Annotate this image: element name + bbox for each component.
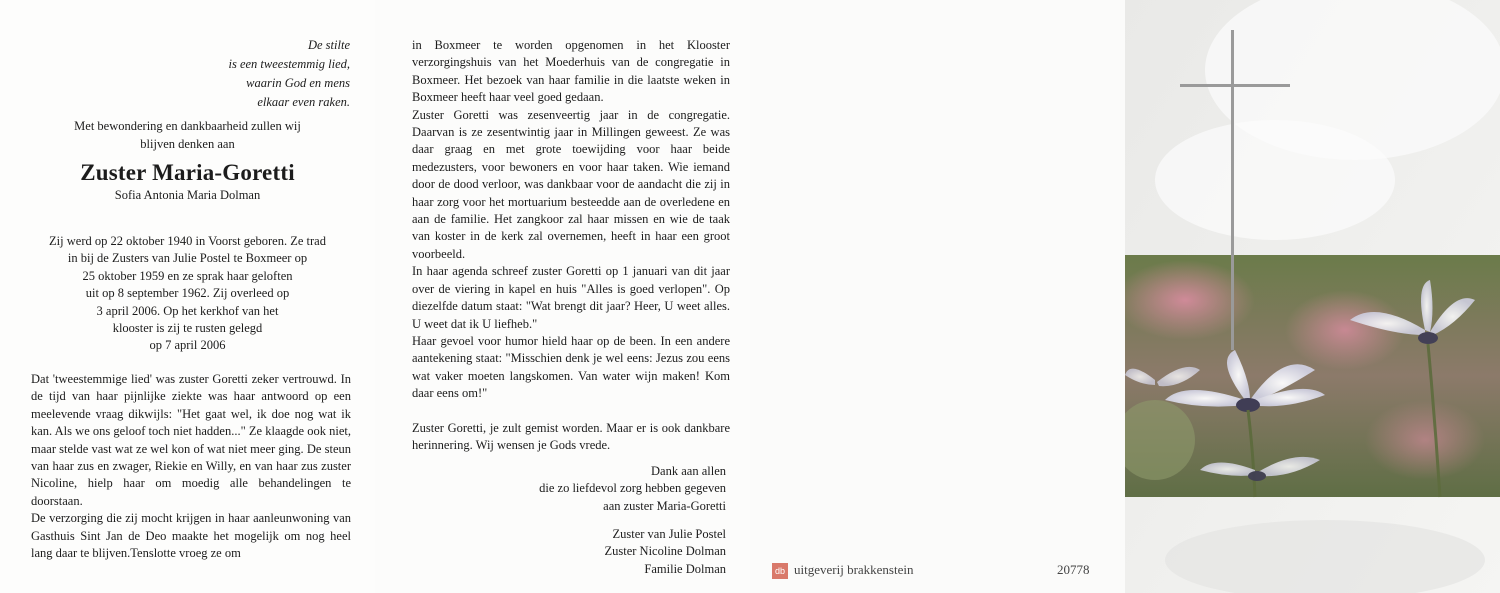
paragraph: In haar agenda schreef zuster Goretti op 1 januari van dit jaar over de viering in kapel en huis "Alles is goed verlopen". Op diezelfde datum staat: "Wat brengt dit jaar? Heer, U weet alles. U weet dat ik U liefheb." bbox=[412, 264, 730, 331]
flower-cross-image bbox=[1125, 0, 1500, 593]
poem bbox=[229, 36, 351, 112]
thanks bbox=[539, 463, 726, 515]
poem-line: is een tweestemmig lied, bbox=[228, 57, 350, 71]
intro bbox=[0, 117, 375, 153]
bio-line: 3 april 2006. Op het kerkhof van het bbox=[96, 303, 279, 318]
signer-line: Zuster Nicoline Dolman bbox=[604, 544, 726, 559]
cross-bar bbox=[1180, 84, 1290, 87]
card-number: 20778 bbox=[1057, 562, 1090, 577]
signer-line: Zuster van Julie Postel bbox=[612, 527, 726, 541]
paragraph: Dat 'tweestemmige lied' was zuster Goretti zeker vertrouwd. In de tijd van haar pijnlijke ziekte was haar antwoord op een meelevende vraag dikwijls: "Het gaat wel, ik doe nog wat ik kan. Als we ons geloof toch niet hadden..." Ze klaagde ook niet, maar stelde vast wat ze wel kon of wat niet meer ging. De steun van haar zus en zwager, Riekie en Willy, en van haar zus zuster Nicoline, hielp haar om moedig alle behandelingen te doorstaan. bbox=[31, 372, 351, 508]
intro-line: blijven denken aan bbox=[140, 137, 235, 151]
poem-line: De stilte bbox=[307, 38, 350, 52]
publisher-name: uitgeverij brakkenstein bbox=[794, 562, 914, 577]
signer-line: Familie Dolman bbox=[644, 561, 726, 576]
left-panel bbox=[0, 0, 375, 593]
bio-line: klooster is zij te rusten gelegd bbox=[112, 321, 263, 336]
paragraph: Zuster Goretti, je zult gemist worden. Maar er is ook dankbare herinnering. Wij wensen je Gods vrede. bbox=[412, 420, 730, 452]
thanks-line: Dank aan allen bbox=[651, 464, 726, 478]
bio-line: in bij de Zusters van Julie Postel te Boxmeer op bbox=[67, 251, 308, 266]
memorial-text bbox=[31, 371, 351, 562]
deceased-name: Zuster Maria-Goretti bbox=[80, 160, 295, 185]
blank-panel bbox=[750, 0, 1125, 593]
paragraph: Haar gevoel voor humor hield haar op de been. In een andere aantekening staat: "Misschien denk je wel eens: Jezus zou eens wat vaker moeten langskomen. Van water wijn maken! Kom daar eens om!" bbox=[412, 333, 730, 401]
memorial-text-continued bbox=[412, 37, 730, 454]
cross-icon bbox=[1231, 30, 1234, 350]
paragraph: De verzorging die zij mocht krijgen in haar aanleunwoning van Gasthuis Sint Jan de Deo maakte het mogelijk om nog heel lang daar te blijven.Tenslotte vroeg ze om bbox=[31, 511, 351, 561]
publisher bbox=[772, 562, 914, 579]
intro-line: Met bewondering en dankbaarheid zullen wij bbox=[74, 119, 301, 133]
paragraph: in Boxmeer te worden opgenomen in het Klooster verzorgingshuis van het Moederhuis van de congregatie in Boxmeer. Het bezoek van haar familie in die laatste weken in Boxmeer heeft haar veel goed gedaan. bbox=[412, 38, 730, 105]
publisher-logo: db bbox=[772, 563, 788, 579]
full-name: Sofia Antonia Maria Dolman bbox=[114, 188, 261, 202]
bio-line: 25 oktober 1959 en ze sprak haar geloften bbox=[82, 268, 293, 283]
biography bbox=[0, 233, 375, 355]
middle-panel bbox=[375, 0, 750, 593]
bio-line: uit op 8 september 1962. Zij overleed op bbox=[85, 286, 290, 301]
thanks-line: die zo liefdevol zorg hebben gegeven bbox=[539, 481, 726, 496]
poem-line: waarin God en mens bbox=[246, 76, 350, 90]
thanks-line: aan zuster Maria-Goretti bbox=[603, 498, 726, 513]
bio-line: Zij werd op 22 oktober 1940 in Voorst geboren. Ze trad bbox=[49, 234, 326, 248]
signers bbox=[605, 526, 727, 578]
cover-image-panel bbox=[1125, 0, 1500, 593]
bio-line: op 7 april 2006 bbox=[149, 338, 226, 353]
poem-line: elkaar even raken. bbox=[257, 95, 350, 109]
paragraph: Zuster Goretti was zesenveertig jaar in de congregatie. Daarvan is ze zesentwintig jaar in Millingen geweest. Ze was daar graag en met grote toewijding voor haar beide medezusters, voor bewoners en voor haar taken. Wie iemand door de dood verloor, was dankbaar voor de aandacht die zij in haar zorg voor het mortuarium besteedde aan de overledene en aan de familie. Het zangkoor zal haar missen en wie de taak van koster in de kerk zal overnemen, heeft in haar een groot voorbeeld. bbox=[412, 107, 730, 261]
